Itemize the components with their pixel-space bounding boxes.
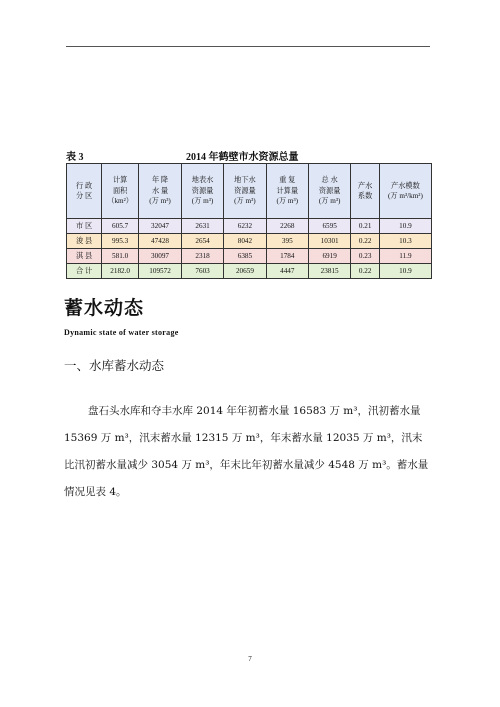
cell-yield-coefficient: 0.21 (351, 219, 379, 234)
header-rule (66, 46, 430, 47)
cell-precipitation: 30097 (139, 249, 182, 264)
body-paragraph: 盘石头水库和夺丰水库 2014 年年初蓄水量 16583 万 m³，汛初蓄水量 15369 万 m³，汛末蓄水量 12315 万 m³，年末蓄水量 12035 万 m³，汛末比汛初蓄水量减少 3054 万 m³，年末比年初蓄水量减少 4548 万 m³。蓄水量情况见表 4。 (64, 405, 429, 498)
page-number: 7 (248, 655, 252, 663)
cell-yield-modulus: 11.9 (379, 249, 431, 264)
header-yield-modulus: 产水模数 (万 m³/km²) (379, 164, 431, 219)
cell-precipitation: 47428 (139, 234, 182, 249)
header-surface-water: 地表水 资源量 (万 m³) (181, 164, 223, 219)
cell-surface-water: 2318 (181, 249, 223, 264)
cell-precipitation: 32047 (139, 219, 182, 234)
table-row-total (67, 264, 432, 279)
cell-area: 995.3 (102, 234, 139, 249)
header-duplicate: 重 复 计算量 (万 m³) (266, 164, 308, 219)
cell-yield-modulus: 10.3 (379, 234, 431, 249)
cell-yield-coefficient: 0.23 (351, 249, 379, 264)
table-label: 表 3 (66, 152, 84, 163)
header-region: 行 政 分 区 (67, 164, 102, 219)
table-header-row (67, 164, 432, 219)
cell-duplicate: 2268 (266, 219, 308, 234)
subsection-title: 一、水库蓄水动态 (64, 358, 165, 373)
cell-total-water: 10301 (308, 234, 351, 249)
cell-yield-coefficient: 0.22 (351, 234, 379, 249)
header-groundwater: 地下水 资源量 (万 m³) (224, 164, 267, 219)
header-total-water: 总 水 资源量 (万 m³) (308, 164, 351, 219)
cell-area: 581.0 (102, 249, 139, 264)
cell-region: 淇 县 (67, 249, 102, 264)
table-row (67, 249, 432, 264)
cell-surface-water: 2631 (181, 219, 223, 234)
table-row (67, 234, 432, 249)
cell-duplicate: 4447 (266, 264, 308, 279)
table-caption (66, 148, 430, 164)
header-precipitation: 年 降 水 量 (万 m³) (139, 164, 182, 219)
cell-region: 合 计 (67, 264, 102, 279)
cell-surface-water: 7603 (181, 264, 223, 279)
section-subtitle: Dynamic state of water storage (64, 328, 179, 337)
cell-groundwater: 6232 (224, 219, 267, 234)
cell-precipitation: 109572 (139, 264, 182, 279)
table-title: 2014 年鹤壁市水资源总量 (186, 152, 299, 163)
cell-total-water: 6595 (308, 219, 351, 234)
cell-total-water: 6919 (308, 249, 351, 264)
cell-yield-modulus: 10.9 (379, 219, 431, 234)
cell-area: 2182.0 (102, 264, 139, 279)
cell-area: 605.7 (102, 219, 139, 234)
cell-total-water: 23815 (308, 264, 351, 279)
header-area: 计算 面积 （km²） (102, 164, 139, 219)
cell-surface-water: 2654 (181, 234, 223, 249)
cell-region: 市 区 (67, 219, 102, 234)
header-yield-coefficient: 产水 系数 (351, 164, 379, 219)
cell-groundwater: 20659 (224, 264, 267, 279)
cell-duplicate: 1784 (266, 249, 308, 264)
cell-duplicate: 395 (266, 234, 308, 249)
cell-groundwater: 8042 (224, 234, 267, 249)
section-title: 蓄水动态 (64, 297, 145, 319)
table-row (67, 219, 432, 234)
cell-yield-modulus: 10.9 (379, 264, 431, 279)
cell-groundwater: 6385 (224, 249, 267, 264)
water-resources-table (66, 163, 432, 279)
cell-yield-coefficient: 0.22 (351, 264, 379, 279)
cell-region: 浚 县 (67, 234, 102, 249)
